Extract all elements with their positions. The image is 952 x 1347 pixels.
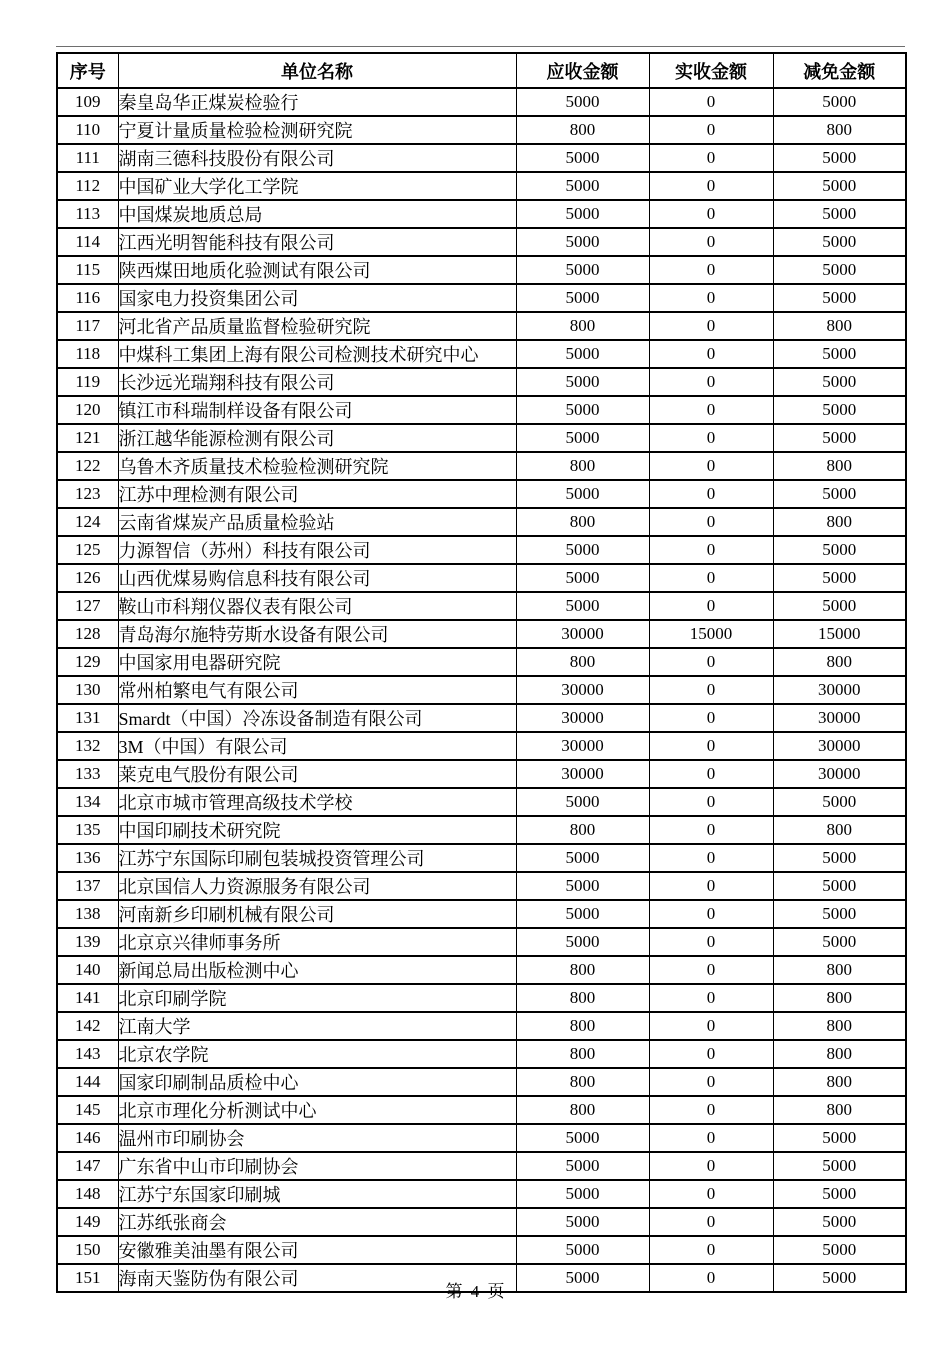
table-row: [57, 592, 906, 620]
row-receivable-amount: 800: [516, 1012, 649, 1040]
table-header: [57, 53, 906, 88]
row-received-amount: 15000: [649, 620, 773, 648]
row-reduction-amount: 800: [773, 984, 906, 1012]
row-unit-name: 北京国信人力资源服务有限公司: [118, 872, 516, 900]
row-receivable-amount: 800: [516, 984, 649, 1012]
table-row: [57, 984, 906, 1012]
table-row: [57, 900, 906, 928]
row-index: 122: [57, 452, 118, 480]
row-received-amount: 0: [649, 928, 773, 956]
row-receivable-amount: 5000: [516, 396, 649, 424]
row-received-amount: 0: [649, 116, 773, 144]
row-index: 142: [57, 1012, 118, 1040]
table-row: [57, 872, 906, 900]
table-row: [57, 88, 906, 116]
row-received-amount: 0: [649, 480, 773, 508]
row-reduction-amount: 5000: [773, 200, 906, 228]
row-received-amount: 0: [649, 1096, 773, 1124]
row-unit-name: 北京市城市管理高级技术学校: [118, 788, 516, 816]
row-receivable-amount: 5000: [516, 424, 649, 452]
row-receivable-amount: 800: [516, 816, 649, 844]
row-receivable-amount: 5000: [516, 368, 649, 396]
row-reduction-amount: 5000: [773, 480, 906, 508]
header-received-amount: 实收金额: [649, 53, 773, 88]
row-reduction-amount: 5000: [773, 396, 906, 424]
row-received-amount: 0: [649, 900, 773, 928]
row-index: 111: [57, 144, 118, 172]
table-row: [57, 228, 906, 256]
row-received-amount: 0: [649, 648, 773, 676]
row-unit-name: 陕西煤田地质化验测试有限公司: [118, 256, 516, 284]
row-received-amount: 0: [649, 536, 773, 564]
row-reduction-amount: 5000: [773, 340, 906, 368]
table-row: [57, 368, 906, 396]
row-received-amount: 0: [649, 88, 773, 116]
row-received-amount: 0: [649, 704, 773, 732]
row-receivable-amount: 5000: [516, 1152, 649, 1180]
row-received-amount: 0: [649, 760, 773, 788]
row-unit-name: 鞍山市科翔仪器仪表有限公司: [118, 592, 516, 620]
row-unit-name: 湖南三德科技股份有限公司: [118, 144, 516, 172]
row-unit-name: 长沙远光瑞翔科技有限公司: [118, 368, 516, 396]
row-index: 145: [57, 1096, 118, 1124]
row-received-amount: 0: [649, 312, 773, 340]
row-received-amount: 0: [649, 844, 773, 872]
row-reduction-amount: 800: [773, 1012, 906, 1040]
row-receivable-amount: 5000: [516, 536, 649, 564]
row-reduction-amount: 5000: [773, 88, 906, 116]
table-row: [57, 788, 906, 816]
row-receivable-amount: 5000: [516, 144, 649, 172]
row-reduction-amount: 5000: [773, 1208, 906, 1236]
row-reduction-amount: 30000: [773, 704, 906, 732]
row-received-amount: 0: [649, 1208, 773, 1236]
row-reduction-amount: 5000: [773, 172, 906, 200]
row-reduction-amount: 5000: [773, 844, 906, 872]
row-receivable-amount: 5000: [516, 872, 649, 900]
header-receivable-amount: 应收金额: [516, 53, 649, 88]
row-index: 135: [57, 816, 118, 844]
row-unit-name: 云南省煤炭产品质量检验站: [118, 508, 516, 536]
table-row: [57, 1124, 906, 1152]
row-reduction-amount: 5000: [773, 228, 906, 256]
row-index: 127: [57, 592, 118, 620]
row-unit-name: 力源智信（苏州）科技有限公司: [118, 536, 516, 564]
table-row: [57, 1012, 906, 1040]
row-received-amount: 0: [649, 564, 773, 592]
row-index: 139: [57, 928, 118, 956]
row-unit-name: 宁夏计量质量检验检测研究院: [118, 116, 516, 144]
row-received-amount: 0: [649, 340, 773, 368]
row-reduction-amount: 800: [773, 1068, 906, 1096]
row-receivable-amount: 5000: [516, 256, 649, 284]
row-unit-name: 莱克电气股份有限公司: [118, 760, 516, 788]
row-index: 131: [57, 704, 118, 732]
row-reduction-amount: 5000: [773, 144, 906, 172]
row-receivable-amount: 30000: [516, 620, 649, 648]
header-reduction-amount: 减免金额: [773, 53, 906, 88]
row-index: 121: [57, 424, 118, 452]
row-received-amount: 0: [649, 1068, 773, 1096]
row-unit-name: 国家印刷制品质检中心: [118, 1068, 516, 1096]
table-row: [57, 116, 906, 144]
row-index: 129: [57, 648, 118, 676]
table-row: [57, 1180, 906, 1208]
row-receivable-amount: 800: [516, 312, 649, 340]
row-unit-name: 北京京兴律师事务所: [118, 928, 516, 956]
row-unit-name: 江南大学: [118, 1012, 516, 1040]
row-received-amount: 0: [649, 452, 773, 480]
row-receivable-amount: 5000: [516, 788, 649, 816]
table-header-row: [57, 53, 906, 88]
row-unit-name: 江苏纸张商会: [118, 1208, 516, 1236]
row-reduction-amount: 5000: [773, 564, 906, 592]
row-receivable-amount: 5000: [516, 1124, 649, 1152]
row-index: 128: [57, 620, 118, 648]
row-index: 112: [57, 172, 118, 200]
row-received-amount: 0: [649, 1012, 773, 1040]
row-index: 125: [57, 536, 118, 564]
row-reduction-amount: 5000: [773, 592, 906, 620]
table-row: [57, 452, 906, 480]
row-receivable-amount: 30000: [516, 732, 649, 760]
row-index: 132: [57, 732, 118, 760]
row-index: 114: [57, 228, 118, 256]
row-received-amount: 0: [649, 816, 773, 844]
table-row: [57, 1040, 906, 1068]
row-receivable-amount: 5000: [516, 480, 649, 508]
row-reduction-amount: 800: [773, 648, 906, 676]
row-received-amount: 0: [649, 592, 773, 620]
row-unit-name: 中国家用电器研究院: [118, 648, 516, 676]
row-reduction-amount: 800: [773, 1096, 906, 1124]
row-unit-name: 北京印刷学院: [118, 984, 516, 1012]
row-receivable-amount: 5000: [516, 844, 649, 872]
row-index: 110: [57, 116, 118, 144]
row-unit-name: 江苏中理检测有限公司: [118, 480, 516, 508]
row-received-amount: 0: [649, 368, 773, 396]
row-index: 141: [57, 984, 118, 1012]
table-row: [57, 648, 906, 676]
row-unit-name: 江西光明智能科技有限公司: [118, 228, 516, 256]
table-row: [57, 424, 906, 452]
row-received-amount: 0: [649, 732, 773, 760]
row-receivable-amount: 30000: [516, 760, 649, 788]
row-reduction-amount: 30000: [773, 676, 906, 704]
row-unit-name: 乌鲁木齐质量技术检验检测研究院: [118, 452, 516, 480]
row-receivable-amount: 5000: [516, 1264, 649, 1292]
row-reduction-amount: 5000: [773, 788, 906, 816]
row-index: 138: [57, 900, 118, 928]
table-row: [57, 704, 906, 732]
row-received-amount: 0: [649, 1236, 773, 1264]
row-receivable-amount: 5000: [516, 900, 649, 928]
table-row: [57, 732, 906, 760]
table-row: [57, 1096, 906, 1124]
row-unit-name: 北京市理化分析测试中心: [118, 1096, 516, 1124]
row-reduction-amount: 800: [773, 452, 906, 480]
row-unit-name: 青岛海尔施特劳斯水设备有限公司: [118, 620, 516, 648]
row-receivable-amount: 5000: [516, 564, 649, 592]
row-unit-name: 浙江越华能源检测有限公司: [118, 424, 516, 452]
header-index: 序号: [57, 53, 118, 88]
row-index: 146: [57, 1124, 118, 1152]
row-index: 115: [57, 256, 118, 284]
row-index: 126: [57, 564, 118, 592]
table-row: [57, 312, 906, 340]
row-receivable-amount: 30000: [516, 704, 649, 732]
table-row: [57, 1068, 906, 1096]
table-row: [57, 564, 906, 592]
row-index: 124: [57, 508, 118, 536]
row-unit-name: 中国煤炭地质总局: [118, 200, 516, 228]
row-receivable-amount: 800: [516, 956, 649, 984]
row-unit-name: 中国矿业大学化工学院: [118, 172, 516, 200]
row-unit-name: 秦皇岛华正煤炭检验行: [118, 88, 516, 116]
table-body: [57, 88, 906, 1292]
table-row: [57, 844, 906, 872]
row-unit-name: 中煤科工集团上海有限公司检测技术研究中心: [118, 340, 516, 368]
row-receivable-amount: 5000: [516, 1180, 649, 1208]
row-receivable-amount: 800: [516, 1040, 649, 1068]
table-row: [57, 340, 906, 368]
row-received-amount: 0: [649, 676, 773, 704]
page-number-footer: 第 4 页: [445, 1282, 507, 1301]
table-row: [57, 508, 906, 536]
row-receivable-amount: 5000: [516, 1236, 649, 1264]
row-unit-name: 国家电力投资集团公司: [118, 284, 516, 312]
row-unit-name: 江苏宁东国际印刷包装城投资管理公司: [118, 844, 516, 872]
row-index: 133: [57, 760, 118, 788]
table-top-hairline: [56, 46, 905, 47]
row-unit-name: 山西优煤易购信息科技有限公司: [118, 564, 516, 592]
row-received-amount: 0: [649, 1264, 773, 1292]
row-receivable-amount: 800: [516, 1068, 649, 1096]
row-index: 113: [57, 200, 118, 228]
row-received-amount: 0: [649, 872, 773, 900]
row-index: 140: [57, 956, 118, 984]
row-reduction-amount: 5000: [773, 424, 906, 452]
row-unit-name: 河南新乡印刷机械有限公司: [118, 900, 516, 928]
row-receivable-amount: 800: [516, 648, 649, 676]
row-unit-name: 广东省中山市印刷协会: [118, 1152, 516, 1180]
row-received-amount: 0: [649, 1040, 773, 1068]
row-received-amount: 0: [649, 1124, 773, 1152]
row-unit-name: 新闻总局出版检测中心: [118, 956, 516, 984]
row-reduction-amount: 800: [773, 116, 906, 144]
row-received-amount: 0: [649, 228, 773, 256]
row-received-amount: 0: [649, 200, 773, 228]
table-row: [57, 928, 906, 956]
row-reduction-amount: 15000: [773, 620, 906, 648]
row-reduction-amount: 5000: [773, 368, 906, 396]
row-reduction-amount: 5000: [773, 872, 906, 900]
row-received-amount: 0: [649, 1180, 773, 1208]
row-index: 137: [57, 872, 118, 900]
row-receivable-amount: 800: [516, 116, 649, 144]
table-row: [57, 480, 906, 508]
row-index: 118: [57, 340, 118, 368]
row-index: 143: [57, 1040, 118, 1068]
row-received-amount: 0: [649, 284, 773, 312]
row-unit-name: 海南天鉴防伪有限公司: [118, 1264, 516, 1292]
row-index: 144: [57, 1068, 118, 1096]
row-receivable-amount: 800: [516, 452, 649, 480]
table-row: [57, 956, 906, 984]
table-row: [57, 256, 906, 284]
row-receivable-amount: 5000: [516, 172, 649, 200]
row-unit-name: 江苏宁东国家印刷城: [118, 1180, 516, 1208]
row-unit-name: 3M（中国）有限公司: [118, 732, 516, 760]
row-index: 149: [57, 1208, 118, 1236]
row-index: 120: [57, 396, 118, 424]
row-receivable-amount: 5000: [516, 88, 649, 116]
table-row: [57, 536, 906, 564]
row-received-amount: 0: [649, 144, 773, 172]
row-unit-name: 中国印刷技术研究院: [118, 816, 516, 844]
row-unit-name: 安徽雅美油墨有限公司: [118, 1236, 516, 1264]
row-reduction-amount: 5000: [773, 284, 906, 312]
row-reduction-amount: 30000: [773, 760, 906, 788]
row-receivable-amount: 5000: [516, 1208, 649, 1236]
row-received-amount: 0: [649, 424, 773, 452]
row-reduction-amount: 5000: [773, 1264, 906, 1292]
row-index: 119: [57, 368, 118, 396]
row-index: 116: [57, 284, 118, 312]
row-unit-name: 北京农学院: [118, 1040, 516, 1068]
row-reduction-amount: 5000: [773, 256, 906, 284]
row-reduction-amount: 5000: [773, 928, 906, 956]
row-reduction-amount: 800: [773, 1040, 906, 1068]
row-receivable-amount: 5000: [516, 228, 649, 256]
table-row: [57, 1236, 906, 1264]
table-row: [57, 144, 906, 172]
row-index: 123: [57, 480, 118, 508]
row-unit-name: 镇江市科瑞制样设备有限公司: [118, 396, 516, 424]
row-received-amount: 0: [649, 396, 773, 424]
table-row: [57, 1208, 906, 1236]
row-received-amount: 0: [649, 984, 773, 1012]
row-index: 130: [57, 676, 118, 704]
row-unit-name: 温州市印刷协会: [118, 1124, 516, 1152]
row-reduction-amount: 800: [773, 816, 906, 844]
row-index: 117: [57, 312, 118, 340]
row-index: 147: [57, 1152, 118, 1180]
row-reduction-amount: 5000: [773, 1124, 906, 1152]
row-received-amount: 0: [649, 172, 773, 200]
row-index: 151: [57, 1264, 118, 1292]
row-reduction-amount: 5000: [773, 1236, 906, 1264]
row-receivable-amount: 5000: [516, 928, 649, 956]
row-reduction-amount: 800: [773, 508, 906, 536]
row-unit-name: 河北省产品质量监督检验研究院: [118, 312, 516, 340]
row-receivable-amount: 800: [516, 1096, 649, 1124]
row-received-amount: 0: [649, 1152, 773, 1180]
row-received-amount: 0: [649, 956, 773, 984]
row-receivable-amount: 5000: [516, 592, 649, 620]
row-receivable-amount: 5000: [516, 200, 649, 228]
row-reduction-amount: 5000: [773, 1180, 906, 1208]
row-index: 150: [57, 1236, 118, 1264]
row-reduction-amount: 5000: [773, 1152, 906, 1180]
table-row: [57, 284, 906, 312]
row-index: 148: [57, 1180, 118, 1208]
row-index: 136: [57, 844, 118, 872]
row-received-amount: 0: [649, 508, 773, 536]
row-received-amount: 0: [649, 788, 773, 816]
table-row: [57, 172, 906, 200]
table-row: [57, 396, 906, 424]
row-receivable-amount: 5000: [516, 284, 649, 312]
row-received-amount: 0: [649, 256, 773, 284]
row-receivable-amount: 800: [516, 508, 649, 536]
table-row: [57, 620, 906, 648]
row-unit-name: Smardt（中国）冷冻设备制造有限公司: [118, 704, 516, 732]
row-reduction-amount: 800: [773, 312, 906, 340]
row-index: 109: [57, 88, 118, 116]
table-row: [57, 760, 906, 788]
table-row: [57, 676, 906, 704]
row-receivable-amount: 5000: [516, 340, 649, 368]
table-row: [57, 1152, 906, 1180]
fee-table: [56, 52, 907, 1293]
row-reduction-amount: 800: [773, 956, 906, 984]
row-reduction-amount: 5000: [773, 536, 906, 564]
row-reduction-amount: 30000: [773, 732, 906, 760]
row-reduction-amount: 5000: [773, 900, 906, 928]
table-row: [57, 200, 906, 228]
header-unit-name: 单位名称: [118, 53, 516, 88]
row-receivable-amount: 30000: [516, 676, 649, 704]
table-row: [57, 816, 906, 844]
row-unit-name: 常州柏繁电气有限公司: [118, 676, 516, 704]
row-index: 134: [57, 788, 118, 816]
